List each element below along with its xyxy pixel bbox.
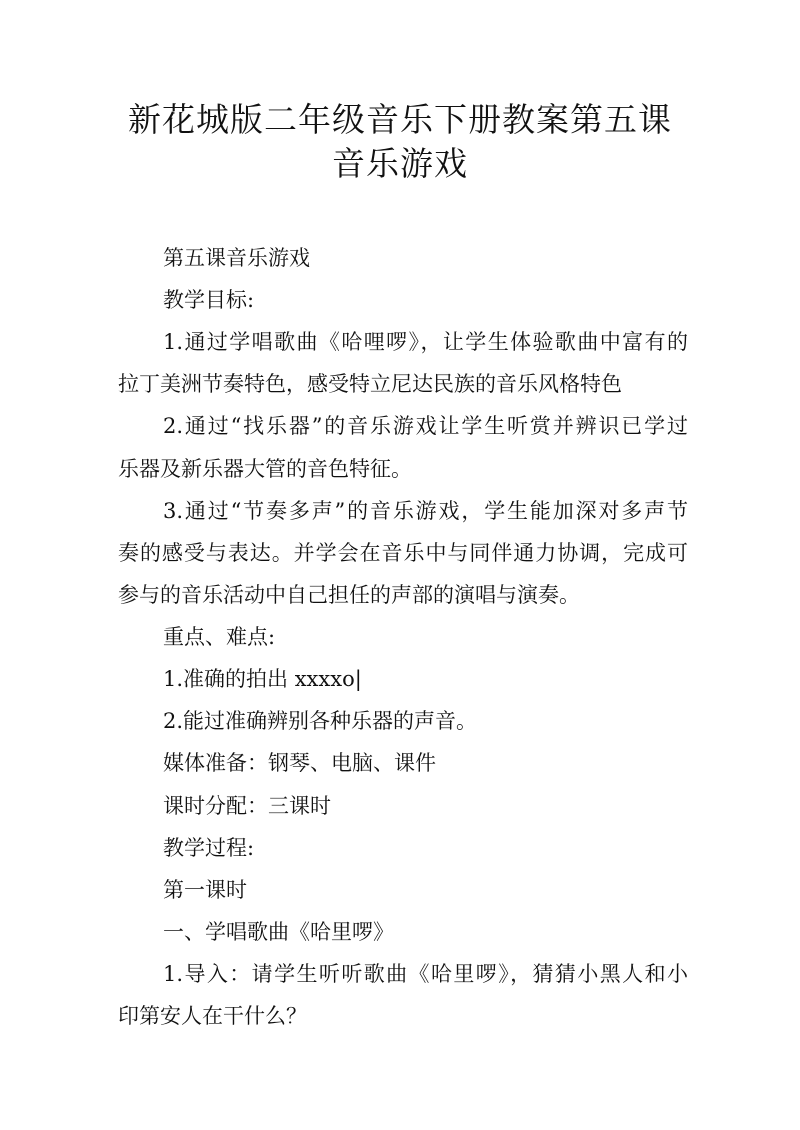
paragraph-line: 参与的音乐活动中自己担任的声部的演唱与演奏。 [118, 583, 580, 607]
paragraph-line: 2.通过“找乐器”的音乐游戏让学生听赏并辨识已学过 [163, 414, 688, 438]
paragraph-line: 媒体准备：钢琴、电脑、课件 [163, 751, 436, 775]
section-heading-key-points: 重点、难点: [163, 625, 276, 649]
paragraph-line: 奏的感受与表达。并学会在音乐中与同伴通力协调，完成可 [118, 541, 688, 565]
paragraph-line: 2.能过准确辨别各种乐器的声音。 [163, 709, 478, 733]
paragraph-line: 课时分配：三课时 [163, 794, 331, 818]
paragraph-line: 印第安人在干什么？ [118, 1004, 307, 1028]
section-heading-song: 一、学唱歌曲《哈里啰》 [163, 920, 394, 944]
paragraph-line: 1.通过学唱歌曲《哈哩啰》，让学生体验歌曲中富有的 [163, 330, 688, 354]
paragraph-line: 1.导入：请学生听听歌曲《哈里啰》，猜猜小黑人和小 [163, 962, 688, 986]
paragraph-line: 拉丁美洲节奏特色，感受特立尼达民族的音乐风格特色 [118, 372, 622, 396]
paragraph-line: 乐器及新乐器大管的音色特征。 [118, 457, 412, 481]
paragraph-line: 1.准确的拍出 xxxxo| [163, 667, 362, 691]
section-heading-first-class: 第一课时 [163, 878, 247, 902]
paragraph-line: 3.通过“节奏多声”的音乐游戏，学生能加深对多声节 [163, 499, 688, 523]
section-heading-objectives: 教学目标: [163, 288, 255, 312]
section-heading-process: 教学过程: [163, 836, 255, 860]
lesson-heading: 第五课音乐游戏 [163, 246, 310, 270]
document-title-line-2: 音乐游戏 [332, 144, 468, 183]
document-title-line-1: 新花城版二年级音乐下册教案第五课 [128, 100, 672, 139]
